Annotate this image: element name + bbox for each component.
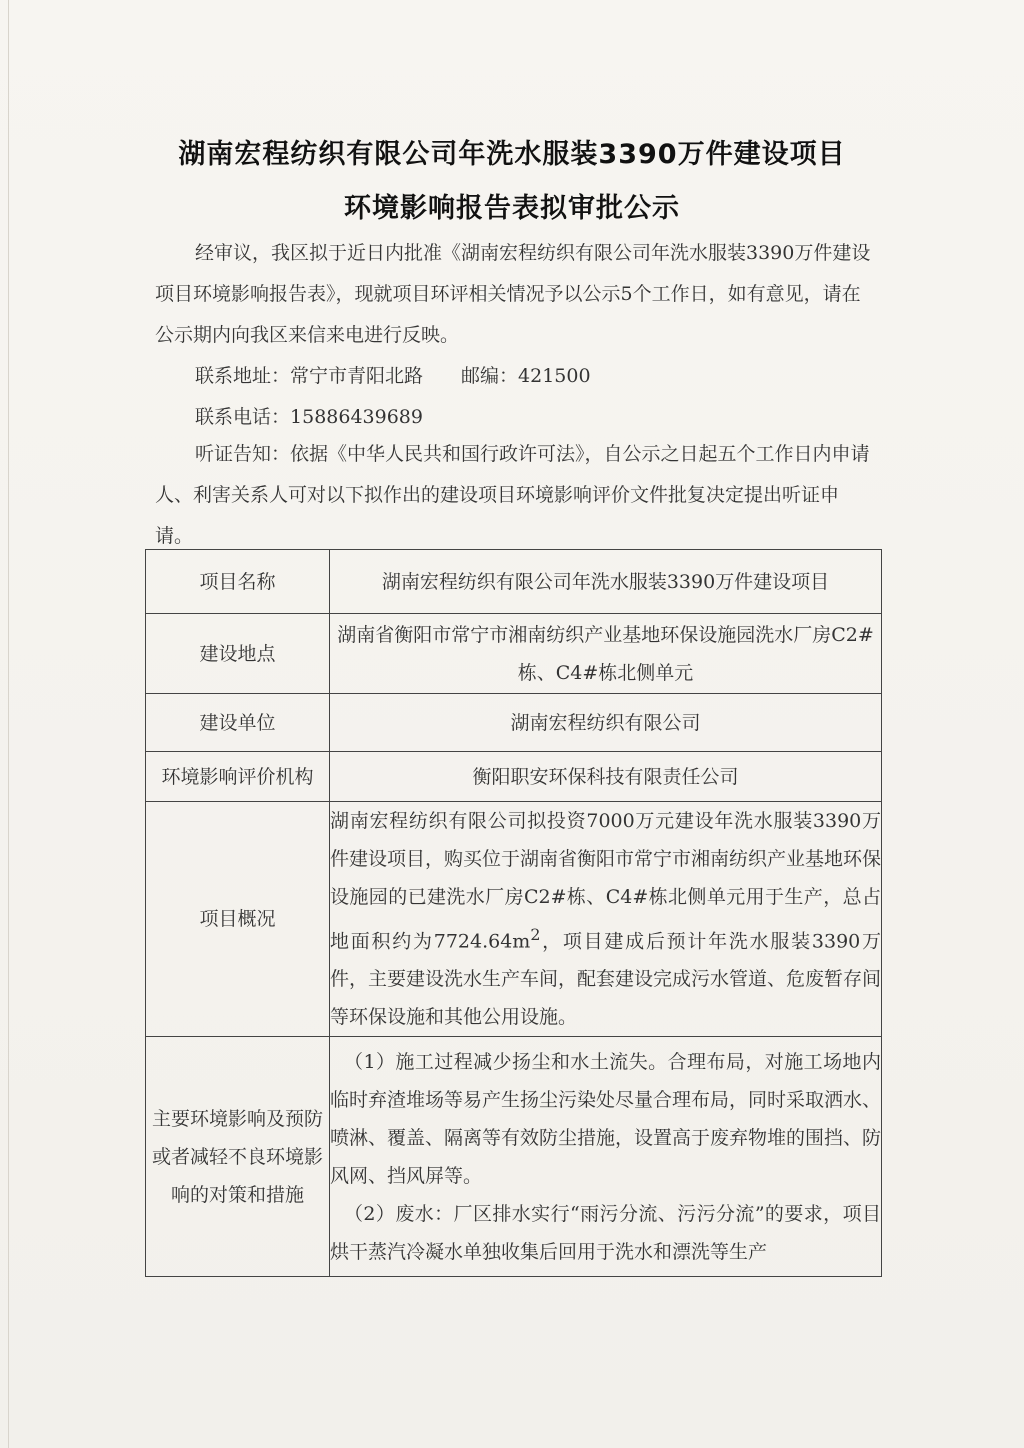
address-label: 联系地址： (195, 365, 291, 387)
row-label: 项目概况 (146, 802, 330, 1037)
measure-item: （1）施工过程减少扬尘和水土流失。合理布局，对施工场地内临时弃渣堆场等易产生扬尘污染处尽量合理布局，同时采取洒水、喷淋、覆盖、隔离等有效防尘措施，设置高于废弃物堆的围挡、防风网、挡风屏等。 (330, 1050, 882, 1187)
row-value: 湖南省衡阳市常宁市湘南纺织产业基地环保设施园洗水厂房C2#栋、C4#栋北侧单元 (330, 614, 882, 694)
measure-item: （2）废水：厂区排水实行“雨污分流、污污分流”的要求，项目烘干蒸汽冷凝水单独收集后回用于洗水和漂洗等生产 (330, 1202, 881, 1263)
row-label: 建设单位 (146, 694, 330, 752)
measures-label: 主要环境影响及预防或者减轻不良环境影响的对策和措施 (151, 1107, 323, 1206)
phone-label: 联系电话： (195, 406, 291, 428)
phone-value: 15886439689 (290, 406, 423, 428)
phone-line (155, 397, 875, 438)
postcode-value: 421500 (518, 365, 591, 387)
measures-text (330, 1037, 882, 1277)
row-label (146, 1037, 330, 1277)
document-title-line2: 环境影响报告表拟审批公示 (344, 193, 680, 224)
table-row (146, 550, 882, 614)
postcode-label: 邮编： (461, 365, 519, 387)
intro-paragraph: 经审议，我区拟于近日内批准《湖南宏程纺织有限公司年洗水服装3390万件建设项目环境影响报告表》，现就项目环评相关情况予以公示5个工作日，如有意见，请在公示期内向我区来信来电进行反映。 (155, 242, 871, 346)
table-row (146, 752, 882, 802)
table-row (146, 694, 882, 752)
row-label: 建设地点 (146, 614, 330, 694)
overview-tail: ，项目建成后预计年洗水服装3390万件，主要建设洗水生产车间，配套建设完成污水管道、危废暂存间等环保设施和其他公用设施。 (330, 930, 882, 1029)
row-label: 项目名称 (146, 550, 330, 614)
document-title-line1: 湖南宏程纺织有限公司年洗水服装3390万件建设项目 (178, 139, 846, 170)
table-row (146, 1037, 882, 1277)
hearing-notice-paragraph: 听证告知：依据《中华人民共和国行政许可法》，自公示之日起五个工作日内申请人、利害关系人可对以下拟作出的建设项目环境影响评价文件批复决定提出听证申请。 (155, 443, 870, 547)
row-label: 环境影响评价机构 (146, 752, 330, 802)
project-overview-text (330, 802, 882, 1037)
table-row (146, 802, 882, 1037)
address-value: 常宁市青阳北路 (290, 365, 424, 387)
row-value: 衡阳职安环保科技有限责任公司 (330, 752, 882, 802)
row-value: 湖南宏程纺织有限公司 (330, 694, 882, 752)
address-line (155, 356, 875, 397)
overview-main: 湖南宏程纺织有限公司拟投资7000万元建设年洗水服装3390万件建设项目，购买位于湖南省衡阳市常宁市湘南纺织产业基地环保设施园的已建洗水厂房C2#栋、C4#栋北侧单元用于生产，总占地面积约为7724.64m (330, 810, 882, 953)
area-exponent: 2 (530, 925, 541, 944)
row-value: 湖南宏程纺织有限公司年洗水服装3390万件建设项目 (330, 550, 882, 614)
project-info-table (145, 549, 882, 1277)
table-row (146, 614, 882, 694)
